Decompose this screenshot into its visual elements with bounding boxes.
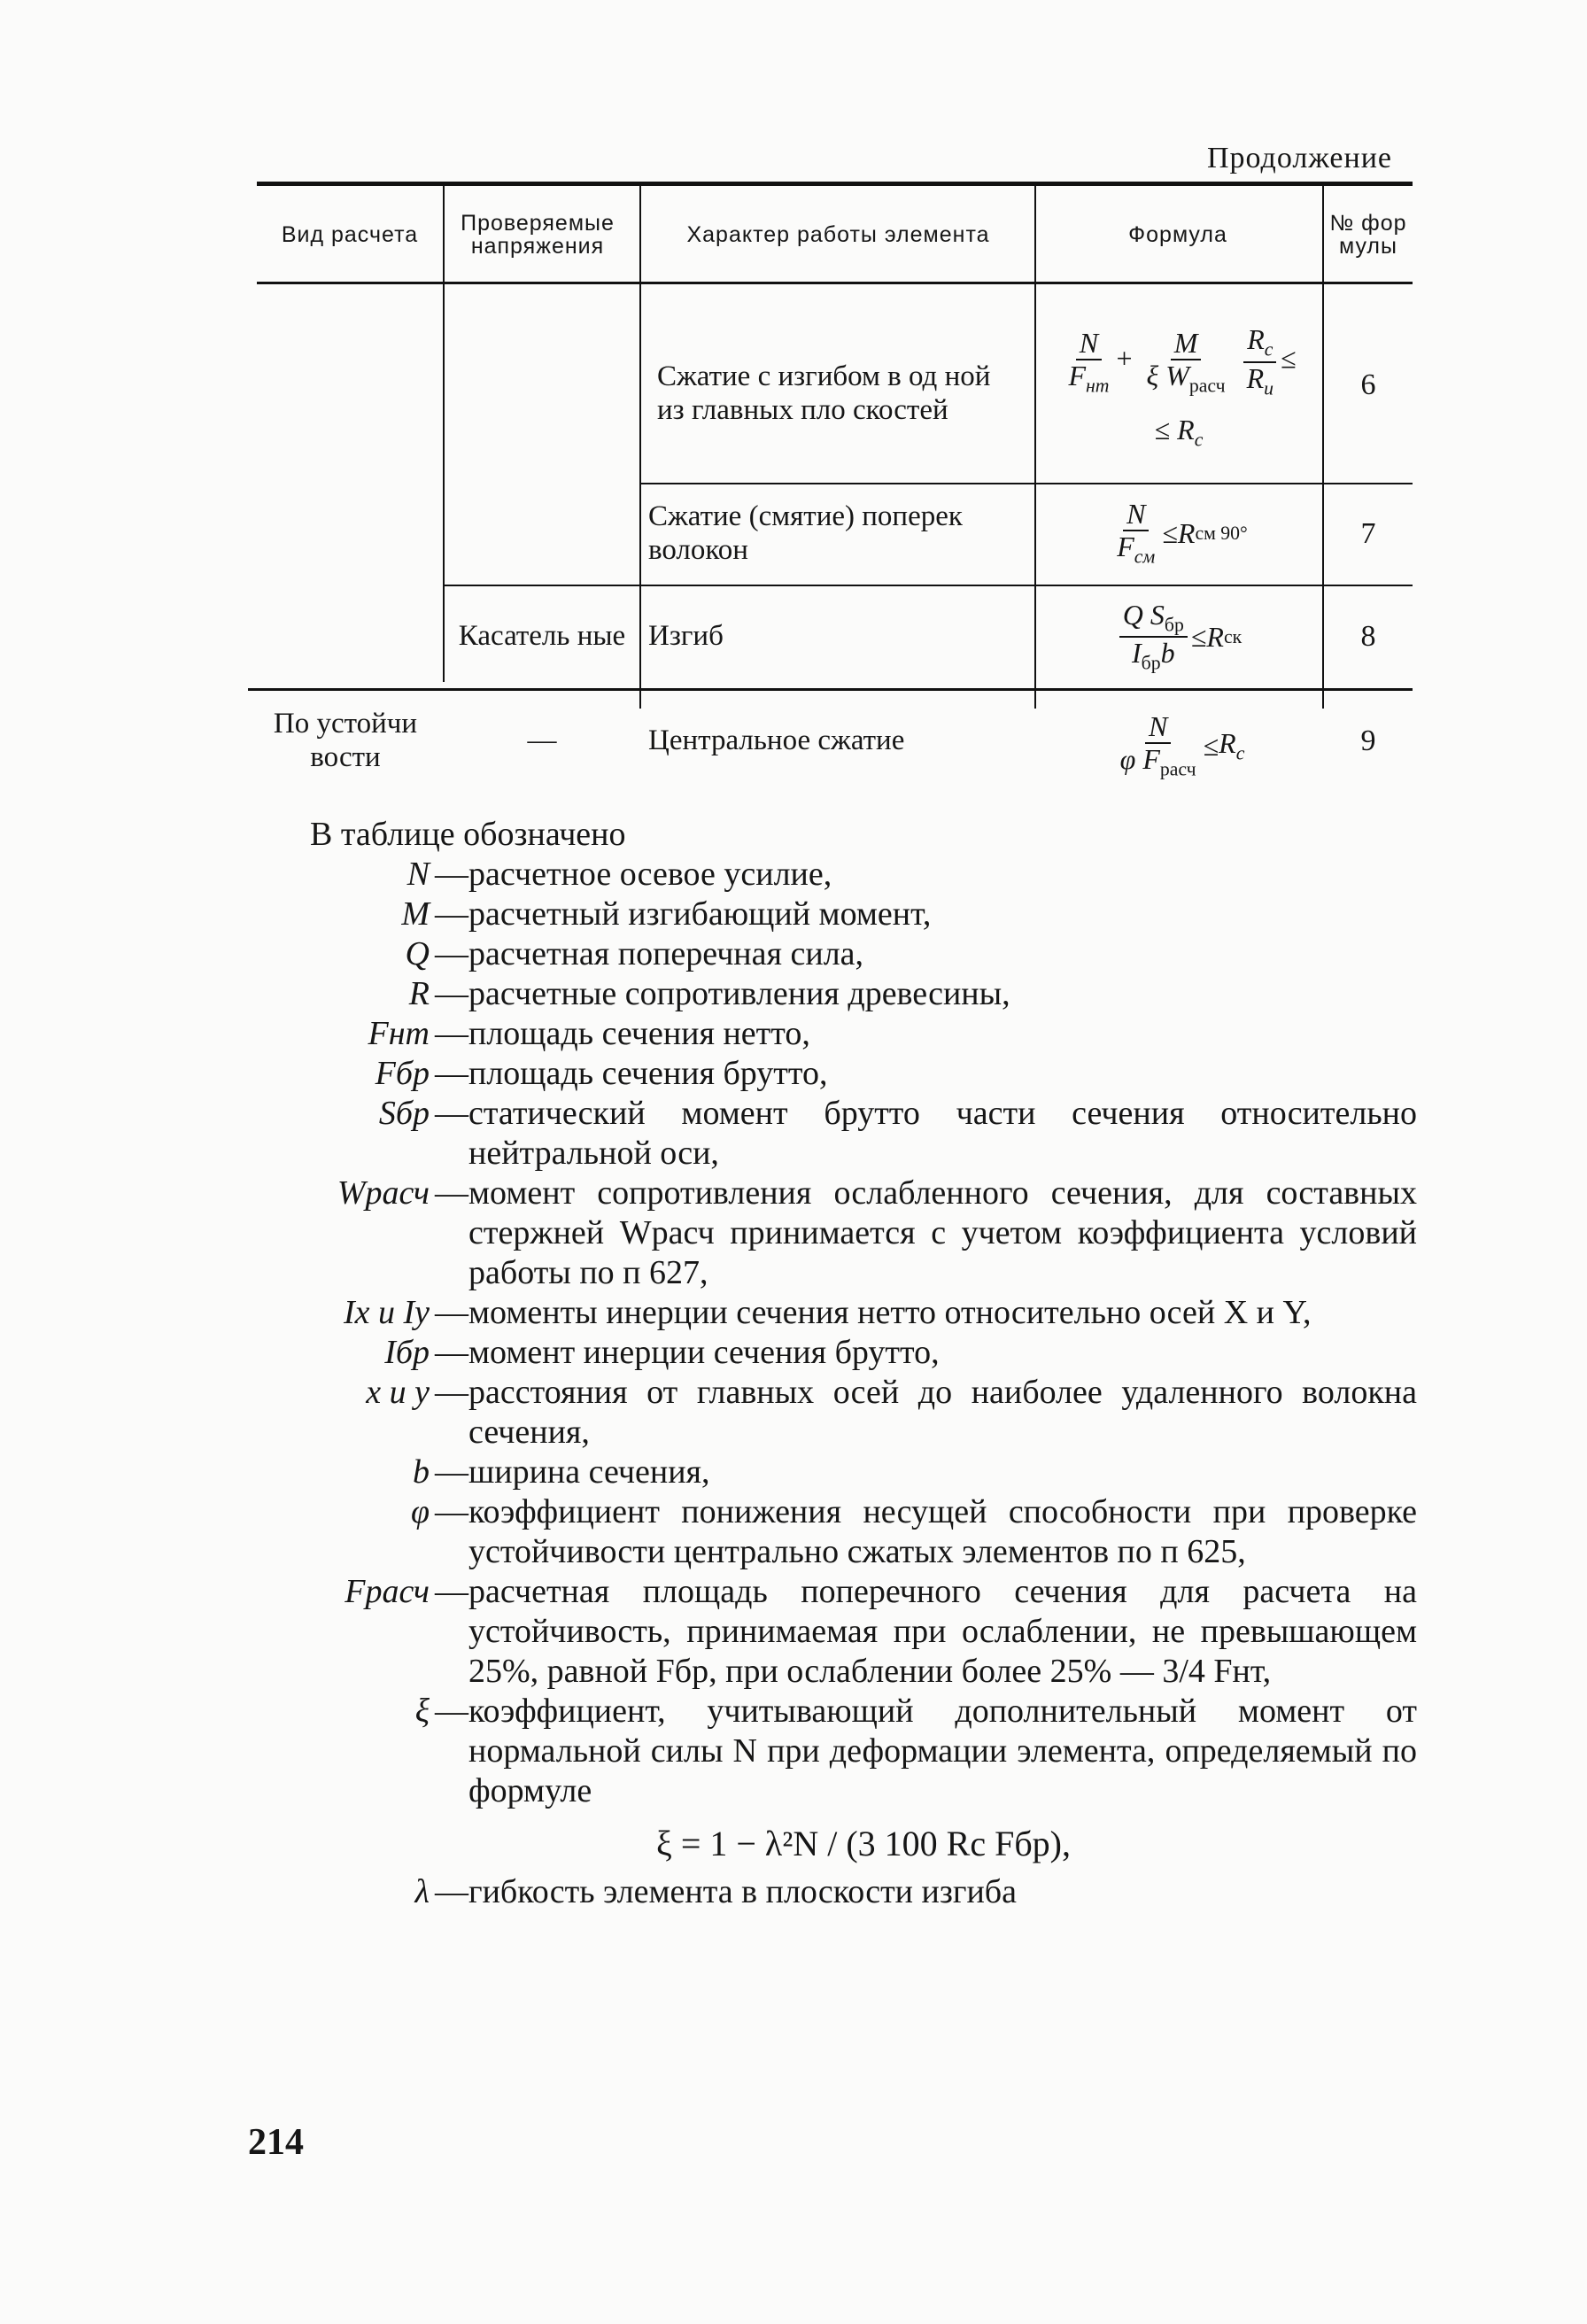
legend-intro: В таблице обозначено bbox=[310, 816, 626, 853]
legend-text: расчетная поперечная сила, bbox=[468, 935, 864, 972]
legend-text: площадь сечения брутто, bbox=[468, 1055, 828, 1092]
legend-text: расчетные сопротивления древесины, bbox=[468, 975, 1010, 1012]
legend-text: статический момент брутто части сечения относительно нейтральной оси, bbox=[468, 1095, 1417, 1172]
legend-text: коэффициент понижения несущей способности при проверке устойчивости центрально сжатых элементов по п 625, bbox=[468, 1493, 1417, 1570]
legend-text: гибкость элемента в плоскости изгиба bbox=[468, 1873, 1017, 1910]
legend-text: моменты инерции сечения нетто относительно осей X и Y, bbox=[468, 1294, 1312, 1331]
legend-item: φ — коэффициент понижения несущей способности при проверке устойчивости центрально сжатых элементов по п 625, bbox=[310, 1492, 1417, 1572]
legend-item: x и y — расстояния от главных осей до наиболее удаленного волокна сечения, bbox=[310, 1373, 1417, 1452]
row1-number: 6 bbox=[1360, 368, 1376, 401]
row3-work: Изгиб bbox=[648, 620, 724, 653]
legend-text: расчетная площадь поперечного сечения для расчета на устойчивость, принимаемая при ослаблении, не превышающем 25%, равной Fбр, при ослаблении более 25% — 3/4 Fнт, bbox=[468, 1573, 1417, 1690]
page-number: 214 bbox=[248, 2122, 304, 2163]
legend-text: расчетный изгибающий момент, bbox=[468, 895, 932, 933]
legend-symbol: Q bbox=[405, 935, 430, 972]
legend-symbol: φ bbox=[410, 1493, 430, 1530]
row3-stresses: Касатель ные bbox=[458, 620, 626, 653]
legend-symbol: λ bbox=[414, 1873, 430, 1910]
formula-table bbox=[257, 182, 1413, 802]
row4-formula: $\frac{N}{\varphi F_{расч}}$ ≤ $R_c$ bbox=[1119, 709, 1245, 780]
legend-text: площадь сечения нетто, bbox=[468, 1015, 810, 1052]
legend-item: M — расчетный изгибающий момент, bbox=[310, 895, 1417, 934]
legend-item: λ — гибкость элемента в плоскости изгиба bbox=[310, 1872, 1417, 1912]
legend-text: расчетное осевое усилие, bbox=[468, 856, 832, 893]
legend-symbol: Fнт bbox=[368, 1015, 430, 1052]
legend-symbol: Fрасч bbox=[344, 1573, 430, 1610]
header-calc-type: Вид расчета bbox=[281, 221, 419, 247]
col-divider-2 bbox=[639, 186, 641, 709]
header-bottom-rule bbox=[257, 282, 1413, 284]
legend-item: Iбр — момент инерции сечения брутто, bbox=[310, 1333, 1417, 1373]
legend-symbol: Fбр bbox=[375, 1055, 430, 1092]
row-rule-2 bbox=[445, 585, 1413, 586]
legend-text: момент сопротивления ослабленного сечения, для составных стержней Wрасч принимается с учетом коэффициента условий работы по п 627, bbox=[468, 1174, 1417, 1291]
row3-formula: $\frac{Q S_{бр}}{I_{бр}b}$ ≤ R ск bbox=[1038, 589, 1320, 685]
legend-text: ширина сечения, bbox=[468, 1453, 710, 1491]
legend-item: Ix и Iy — моменты инерции сечения нетто относительно осей X и Y, bbox=[310, 1293, 1417, 1333]
legend-item: Sбр — статический момент брутто части сечения относительно нейтральной оси, bbox=[310, 1094, 1417, 1174]
header-formula-no: № фор мулы bbox=[1329, 210, 1407, 259]
row4-work: Центральное сжатие bbox=[648, 724, 905, 757]
legend-item: Fрасч — расчетная площадь поперечного сечения для расчета на устойчивость, принимаемая при ослаблении, не превышающем 25%, равной Fбр, при ослаблении более 25% — 3/4 Fнт, bbox=[310, 1572, 1417, 1692]
legend-symbol: Ix и Iy bbox=[343, 1294, 430, 1331]
legend-text: расстояния от главных осей до наиболее удаленного волокна сечения, bbox=[468, 1374, 1417, 1451]
legend-symbol: R bbox=[408, 975, 430, 1012]
row2-work: Сжатие (смятие) поперек волокон bbox=[648, 500, 963, 566]
legend-symbol: Sбр bbox=[378, 1095, 430, 1132]
legend-symbol: N bbox=[406, 856, 430, 893]
xi-formula: ξ = 1 − λ²N / (3 100 Rc Fбр), bbox=[655, 1824, 1071, 1863]
legend-symbol: Wрасч bbox=[337, 1174, 430, 1212]
col-divider-3 bbox=[1034, 186, 1036, 709]
legend-item: Fнт — площадь сечения нетто, bbox=[310, 1014, 1417, 1054]
legend-symbol: M bbox=[401, 895, 430, 933]
continued-label: Продолжение bbox=[1206, 142, 1392, 174]
legend bbox=[310, 815, 1417, 1912]
legend-item: R — расчетные сопротивления древесины, bbox=[310, 974, 1417, 1014]
row1-work: Сжатие с изгибом в од ной из главных пло скостей bbox=[657, 360, 991, 426]
row3-number: 8 bbox=[1360, 620, 1376, 653]
legend-item: ξ — коэффициент, учитывающий дополнительный момент от нормальной силы N при деформации элемента, определяемый по формуле bbox=[310, 1692, 1417, 1811]
row4-stresses: — bbox=[527, 724, 557, 757]
legend-symbol: x и y bbox=[366, 1374, 430, 1411]
row4-number: 9 bbox=[1360, 724, 1376, 757]
legend-item: Q — расчетная поперечная сила, bbox=[310, 934, 1417, 974]
row2-formula: $\frac{N}{F_{см}}$ ≤ R см 90° bbox=[1117, 498, 1248, 568]
legend-item: Wрасч — момент сопротивления ослабленного сечения, для составных стержней Wрасч принимается с учетом коэффициента условий работы по п 627, bbox=[310, 1174, 1417, 1293]
legend-text: коэффициент, учитывающий дополнительный момент от нормальной силы N при деформации элемента, определяемый по формуле bbox=[468, 1693, 1417, 1809]
legend-symbol: ξ bbox=[414, 1693, 430, 1730]
legend-symbol: Iбр bbox=[384, 1334, 430, 1371]
header-stresses: Проверяемые напряжения bbox=[461, 210, 615, 259]
row2-number: 7 bbox=[1360, 516, 1376, 550]
row-rule-3 bbox=[248, 688, 1413, 691]
legend-item: b — ширина сечения, bbox=[310, 1452, 1417, 1492]
header-formula: Формула bbox=[1128, 221, 1227, 247]
legend-symbol: b bbox=[413, 1453, 430, 1491]
row4-calc-type: По устойчи вости bbox=[273, 708, 418, 773]
row1-formula: $\frac{N}{F_{нт}}$ + $\frac{M}{\xi W_{расч}}$ $\frac{R_c}{R_и}$ ≤ ≤ $R_c$ bbox=[1068, 323, 1297, 451]
legend-item: N — расчетное осевое усилие, bbox=[310, 855, 1417, 895]
row-rule-1 bbox=[639, 483, 1413, 484]
header-work: Характер работы элемента bbox=[686, 221, 990, 247]
legend-item: Fбр — площадь сечения брутто, bbox=[310, 1054, 1417, 1094]
legend-text: момент инерции сечения брутто, bbox=[468, 1334, 940, 1371]
table-header bbox=[257, 186, 1413, 283]
